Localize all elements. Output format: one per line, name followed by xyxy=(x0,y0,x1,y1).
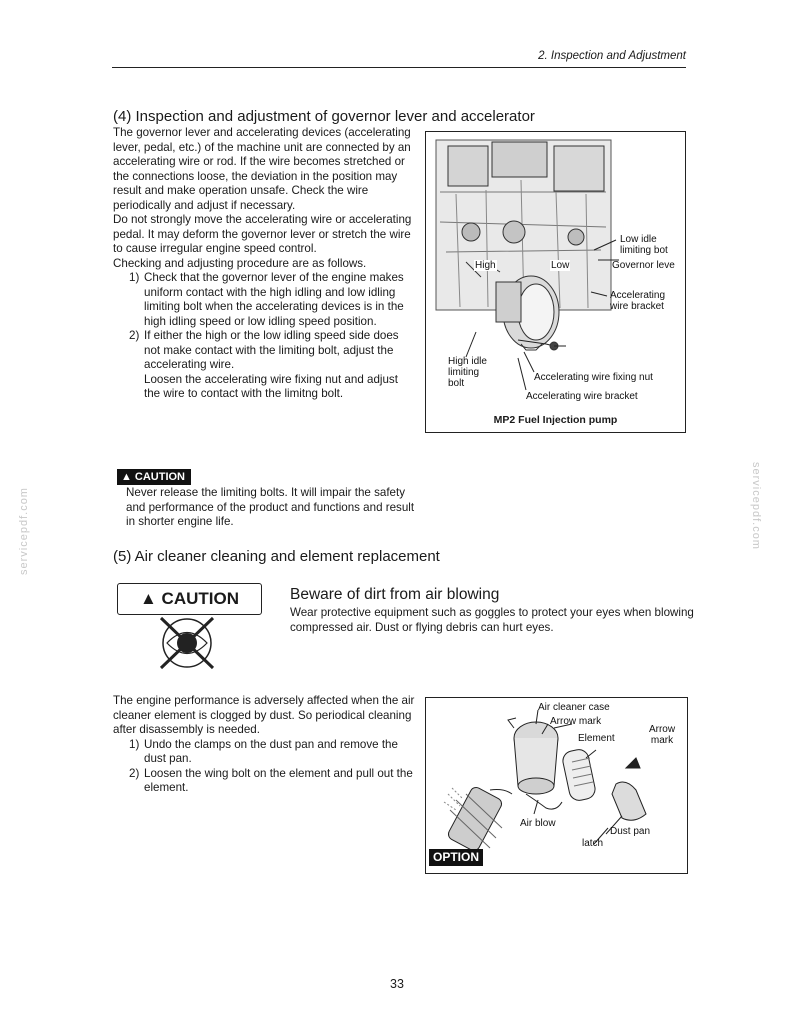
section-4-body xyxy=(113,126,415,402)
warning-title: Beware of dirt from air blowing xyxy=(290,586,500,603)
caution-badge: ▲ CAUTION xyxy=(117,469,191,485)
label-high-idle-bolt: High idle limiting bolt xyxy=(448,356,487,389)
air-cleaner-figure xyxy=(425,697,688,874)
watermark-right: servicepdf.com xyxy=(750,462,762,550)
label-high: High xyxy=(475,260,496,271)
no-air-blow-icon xyxy=(155,614,219,672)
warning-triangle-icon: ▲ xyxy=(121,471,132,483)
section-5-title: (5) Air cleaner cleaning and element replacement xyxy=(113,548,440,565)
list-item: 1) Undo the clamps on the dust pan and remove the dust pan. xyxy=(129,737,398,765)
caution-box: ▲ CAUTION xyxy=(117,583,262,615)
list-item: 1) Check that the governor lever of the engine makes uniform contact with the high idling and low idling limiting bolt when the accelerating devices is in the high idling speed or low idling speed position. xyxy=(129,271,404,328)
label-arrow-mark-left: Arrow mark xyxy=(550,716,602,727)
label-low-idle-bolt: Low idle limiting bot xyxy=(620,234,668,256)
list-item: 2) Loosen the wing bolt on the element and pull out the element. xyxy=(129,766,413,794)
label-arrow-mark-right: Arrow mark xyxy=(648,724,676,746)
page-number: 33 xyxy=(390,977,404,991)
list-item: 2) If either the high or the low idling speed side does not make contact with the limiting bolt, adjust the accelerating wire. xyxy=(129,329,399,371)
label-fixing-nut: Accelerating wire fixing nut xyxy=(534,372,653,383)
section-5-steps xyxy=(113,738,418,796)
label-latch: latch xyxy=(582,838,604,849)
section-4-title: (4) Inspection and adjustment of governor lever and accelerator xyxy=(113,108,535,125)
figure-caption: MP2 Fuel Injection pump xyxy=(493,414,618,426)
fuel-pump-figure xyxy=(425,131,686,433)
section-4-steps xyxy=(113,271,415,402)
header-rule xyxy=(112,67,686,68)
watermark-left: servicepdf.com xyxy=(18,487,30,575)
warning-triangle-icon: ▲ xyxy=(139,589,157,608)
label-governor-lever: Governor leve xyxy=(612,260,675,271)
label-air-blow: Air blow xyxy=(520,818,556,829)
label-accel-bracket-top: Accelerating wire bracket xyxy=(610,290,666,312)
label-low: Low xyxy=(551,260,570,271)
section-4-paragraph-2: Do not strongly move the accelerating wire or accelerating pedal. It may deform the governor lever or stretch the wire to cause irregular engine speed control. xyxy=(113,213,412,255)
option-badge: OPTION xyxy=(429,849,483,866)
label-dust-pan: Dust pan xyxy=(610,826,651,837)
label-element: Element xyxy=(578,733,615,744)
list-item: Loosen the accelerating wire fixing nut and adjust the wire to contact with the limitng bolt. xyxy=(144,372,398,400)
section-4-paragraph-1: The governor lever and accelerating devices (accelerating lever, pedal, etc.) of the machine unit are connected by an accelerating wire or rod. If the wire becomes stretched or the connections loose, the deviation in the position may result and make operation unsafe. Check the wire periodically and adjust if necessary. xyxy=(113,126,411,212)
section-5-body xyxy=(113,694,418,796)
section-header: 2. Inspection and Adjustment xyxy=(538,50,686,62)
caution-text: Never release the limiting bolts. It will impair the safety and performance of the product and functions and result in shorter engine life. xyxy=(126,486,415,528)
section-4-paragraph-3: Checking and adjusting procedure are as follows. xyxy=(113,256,367,270)
warning-text: Wear protective equipment such as goggles to protect your eyes when blowing compressed air. Dust or flying debris can hurt eyes. xyxy=(290,606,694,634)
label-accel-bracket-bottom: Accelerating wire bracket xyxy=(526,391,638,402)
label-air-cleaner-case: Air cleaner case xyxy=(538,702,610,713)
section-5-intro: The engine performance is adversely affected when the air cleaner element is clogged by dust. So periodical cleaning after disassembly is needed. xyxy=(113,694,415,736)
